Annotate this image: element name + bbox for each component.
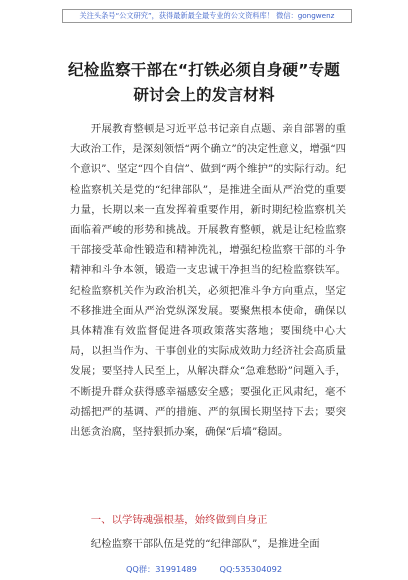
body-paragraph-1 [70, 119, 346, 442]
paragraph-1-text: 开展教育整顿是习近平总书记亲自点题、亲自部署的重大政治工作，是深刻领悟“两个确立”的决定性意义，增强“四个意识”、坚定“四个自信”、做到“两个维护”的实际行动。纪检监察机关是党的“纪律部队”，是推进全面从严治党的重要力量，长期以来一直发挥着重要作用，新时期纪检监察机关面临着严峻的形势和挑战。开展教育整顿，就是让纪检监察干部接受革命性锻造和精神洗礼，增强纪检监察干部的斗争精神和斗争本领，锻造一支忠诚干净担当的纪检监察铁军。纪检监察机关作为政治机关，必须把准斗争方向重点，坚定不移推进全面从严治党纵深发展。要聚焦根本使命，确保以具体精准有效监督促进各项政策落实落地；要围绕中心大局，以担当作为、干事创业的实际成效助力经济社会高质量发展；要坚持人民至上，从解决群众“急难愁盼”问题入手，不断提升群众获得感幸福感安全感；要强化正风肃纪，毫不动摇把严的基调、严的措施、严的氛围长期坚持下去；要突出惩贪治腐，坚持狠抓办案，确保“后墙”稳固。 [70, 123, 346, 439]
title-line-1: 纪检监察干部在“打铁必须自身硬”专题 [68, 61, 340, 79]
footer-contact [0, 563, 408, 575]
promo-text: 关注头条号“公文研究”，获得最新最全最专业的公文资料库！ 微信：gongwenz [79, 11, 335, 20]
body-paragraph-2: 纪检监察干部队伍是党的“纪律部队”，是推进全面 [90, 538, 320, 550]
footer-qq: QQ:535304092 [219, 564, 283, 574]
title-line-2: 研讨会上的发言材料 [133, 86, 275, 104]
footer-qq-group: QQ群：31991489 [125, 564, 197, 574]
document-title [30, 58, 378, 108]
section-heading-1: 一、以学铸魂强根基，始终做到自身正 [90, 514, 268, 526]
promo-banner [62, 9, 352, 23]
